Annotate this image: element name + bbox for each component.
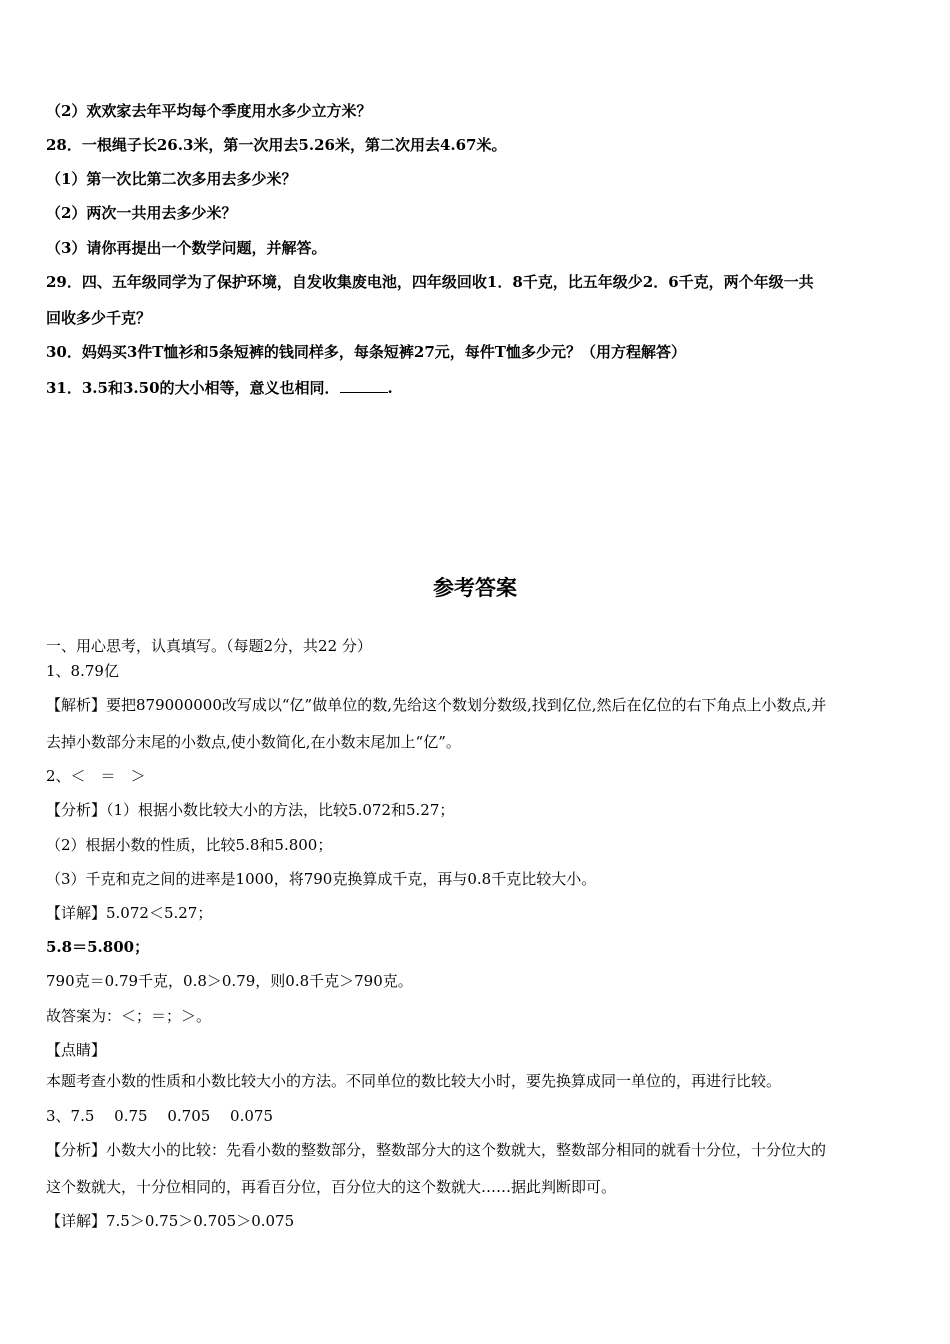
answer-2-analysis-2: （2）根据小数的性质，比较5.8和5.800； [46, 836, 333, 854]
answers-title: 参考答案 [433, 576, 517, 600]
answer-1-analysis-line1: 【解析】要把879000000改写成以“亿”做单位的数,先给这个数划分数级,找到亿位,然后在亿位的右下角点上小数点,并 [46, 696, 827, 714]
question-29-line1: 29．四、五年级同学为了保护环境，自发收集废电池，四年级回收1．8千克，比五年级少2．6千克，两个年级一共 [46, 273, 814, 291]
answer-3: 3、7.5 0.75 0.705 0.075 [46, 1107, 273, 1125]
question-29-line2: 回收多少千克？ [46, 309, 152, 327]
answer-2-detail-2: 5.8＝5.800； [46, 938, 150, 956]
answer-2-point: 【点睛】 [46, 1041, 107, 1059]
question-28-3: （3）请你再提出一个数学问题，并解答。 [46, 239, 327, 257]
section-1-heading: 一、用心思考，认真填写。（每题2分，共22 分） [46, 637, 372, 655]
question-31 [46, 378, 393, 398]
answer-2-point-text: 本题考查小数的性质和小数比较大小的方法。不同单位的数比较大小时，要先换算成同一单位的，再进行比较。 [46, 1072, 782, 1090]
answer-blank[interactable] [340, 378, 388, 393]
answer-2-conclusion: 故答案为：＜；＝；＞。 [46, 1007, 212, 1025]
answer-2-detail: 【详解】5.072＜5.27； [46, 904, 213, 922]
question-30: 30．妈妈买3件T恤衫和5条短裤的钱同样多，每条短裤27元，每件T恤多少元？（用方程解答） [46, 343, 686, 361]
answer-2-detail-3: 790克＝0.79千克，0.8＞0.79，则0.8千克＞790克。 [46, 972, 413, 990]
question-28-2: （2）两次一共用去多少米？ [46, 204, 237, 222]
question-31-end: . [387, 379, 393, 397]
answer-2-analysis: 【分析】（1）根据小数比较大小的方法，比较5.072和5.27； [46, 801, 455, 819]
answer-1-analysis-line2: 去掉小数部分末尾的小数点,使小数简化,在小数末尾加上“亿”。 [46, 733, 461, 751]
answer-1: 1、8.79亿 [46, 662, 119, 680]
answer-3-analysis-line2: 这个数就大，十分位相同的，再看百分位，百分位大的这个数就大……据此判断即可。 [46, 1178, 617, 1196]
question-31-text: 31．3.5和3.50的大小相等，意义也相同． [46, 379, 340, 397]
answer-3-detail: 【详解】7.5＞0.75＞0.705＞0.075 [46, 1212, 295, 1230]
question-28: 28．一根绳子长26.3米，第一次用去5.26米，第二次用去4.67米。 [46, 136, 507, 154]
answer-2: 2、＜ ＝ ＞ [46, 767, 146, 785]
answer-3-analysis-line1: 【分析】小数大小的比较：先看小数的整数部分，整数部分大的这个数就大，整数部分相同的就看十分位，十分位大的 [46, 1141, 827, 1159]
question-27-2: （2）欢欢家去年平均每个季度用水多少立方米？ [46, 102, 372, 120]
question-28-1: （1）第一次比第二次多用去多少米？ [46, 170, 297, 188]
answer-2-analysis-3: （3）千克和克之间的进率是1000，将790克换算成千克，再与0.8千克比较大小。 [46, 870, 597, 888]
